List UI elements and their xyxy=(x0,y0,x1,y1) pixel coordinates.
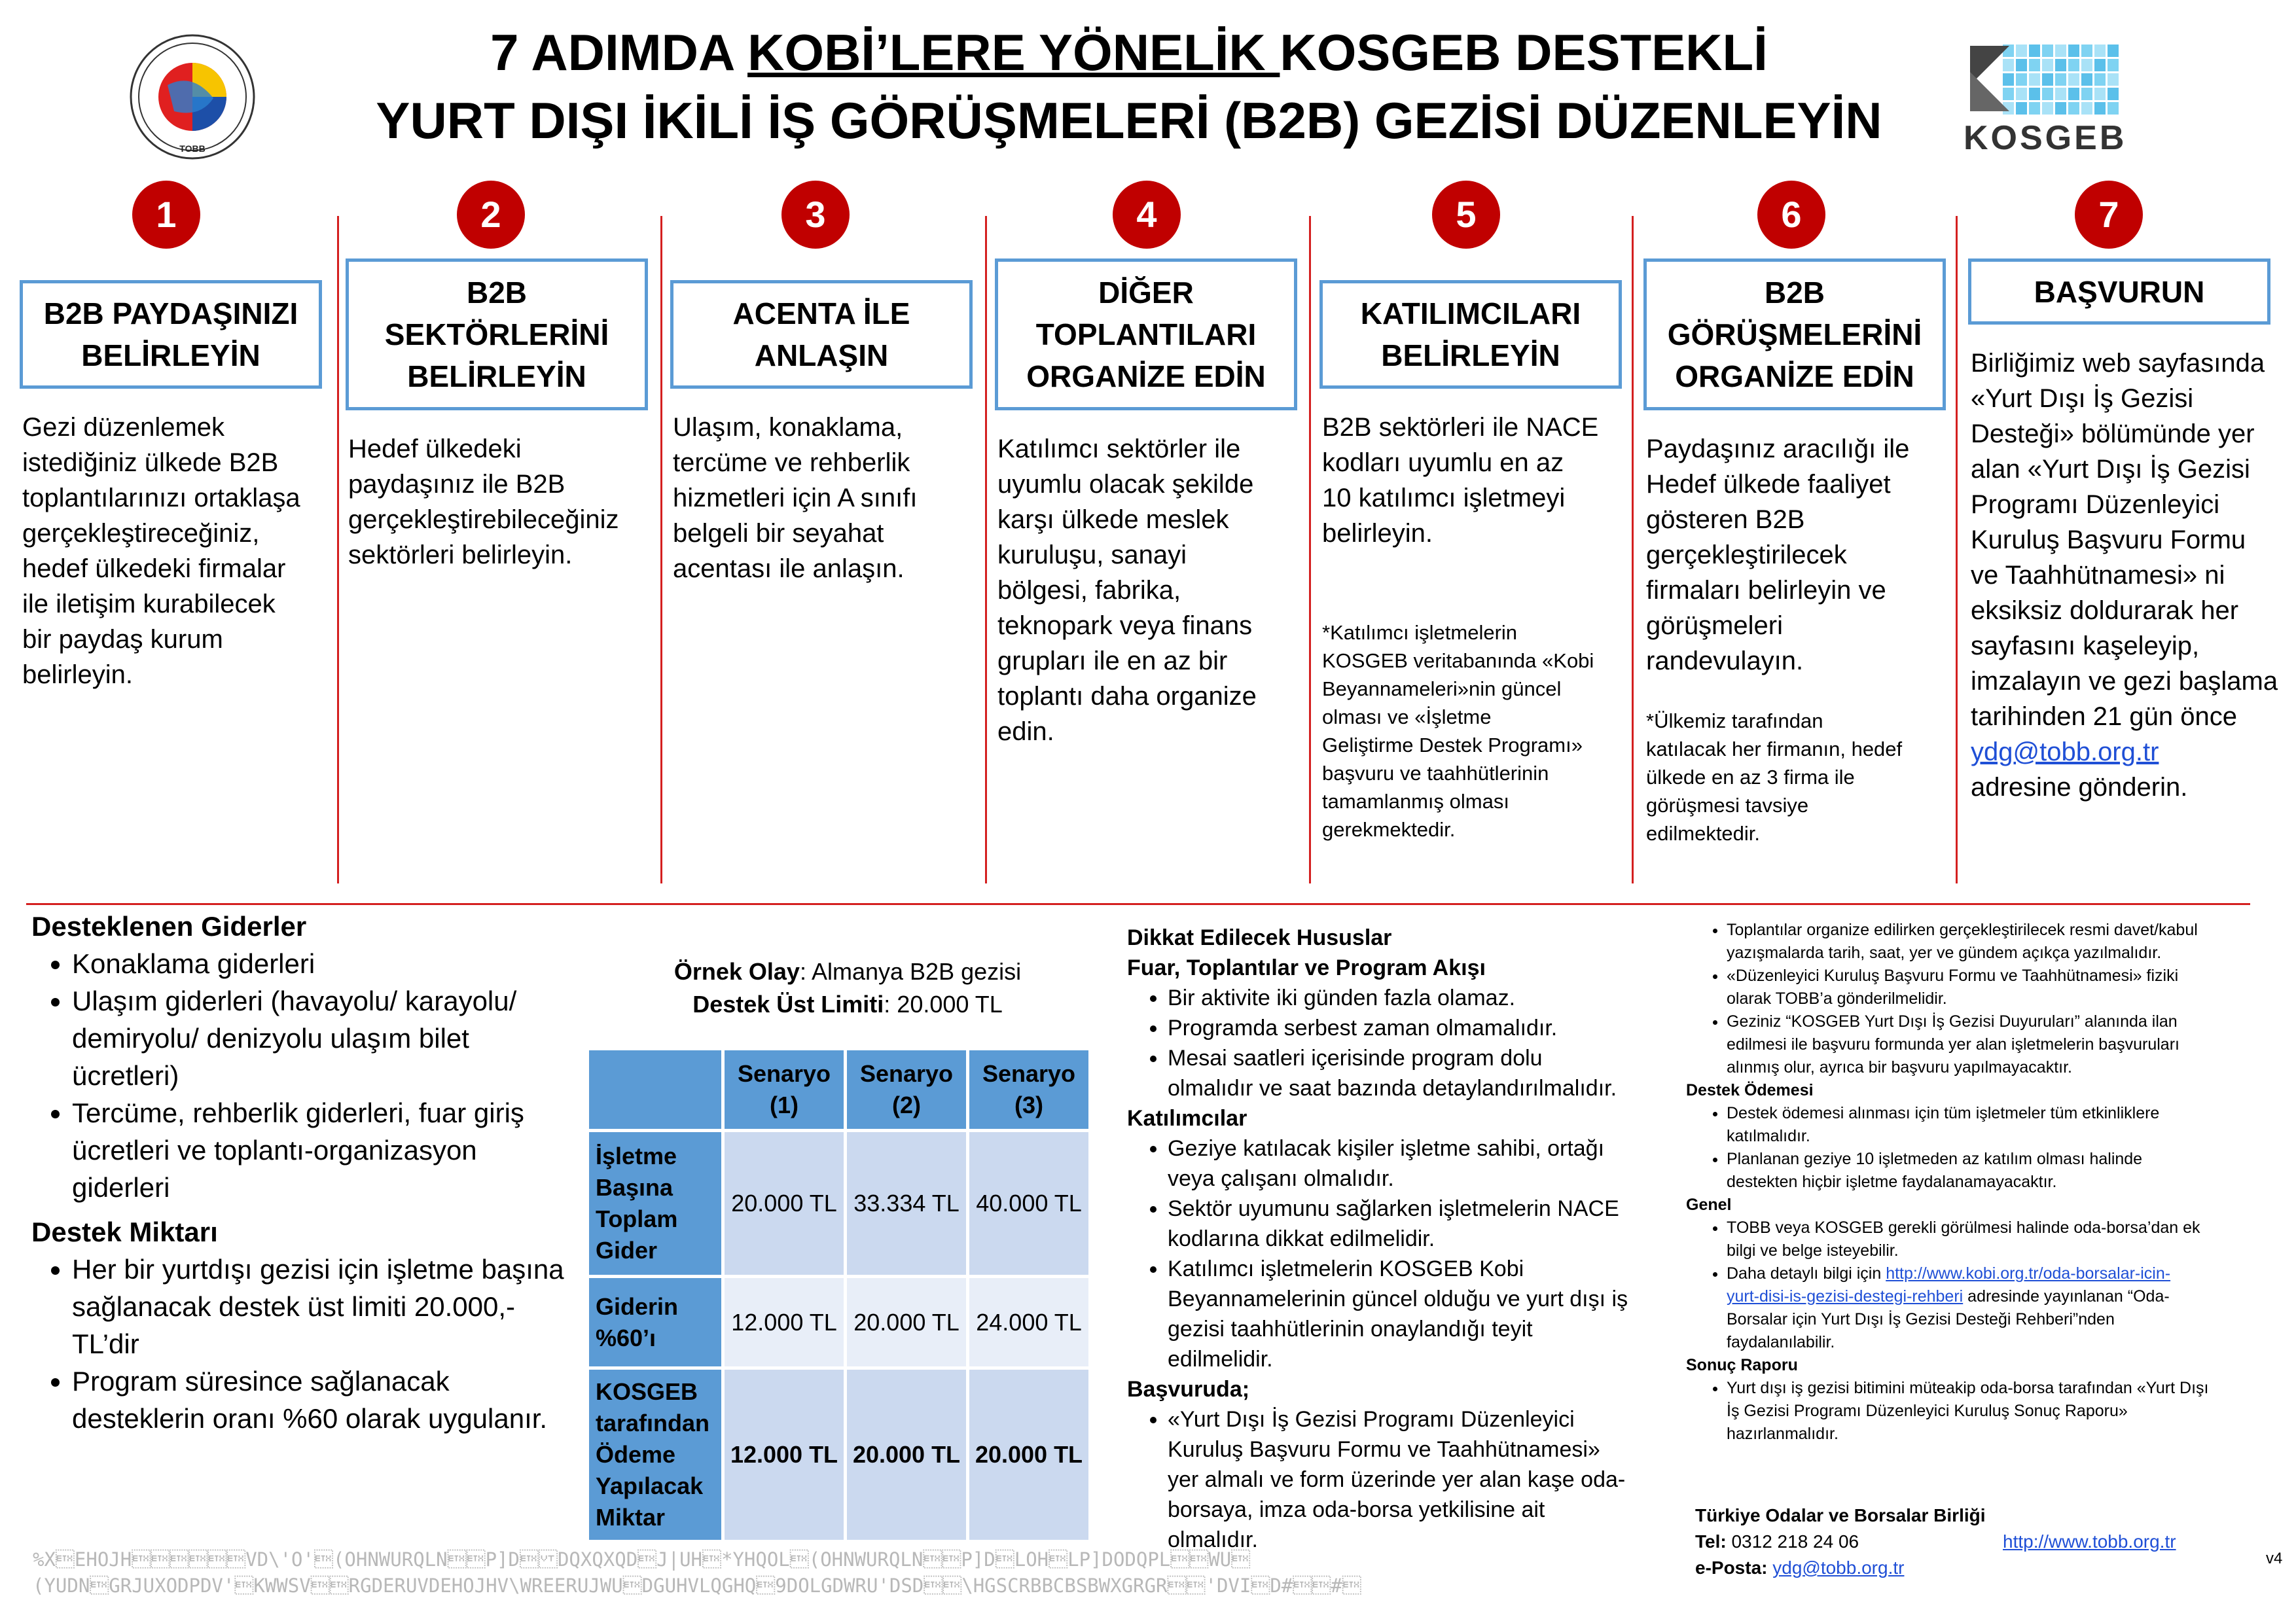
list-item: • Geziye katılacak kişiler işletme sahibi, ortağı veya çalışanı olmalıdır. xyxy=(1168,1133,1651,1194)
attention-list-application xyxy=(1127,1404,1651,1555)
step-number-1: 1 xyxy=(132,181,200,249)
list-item: • Katılımcı işletmelerin KOSGEB Kobi Beyannamelerinin güncel olduğu ve yurt dışı iş gezisi taahhütlerinin onaylandığı teyit edilmelidir. xyxy=(1168,1254,1651,1374)
attention-list-program xyxy=(1127,983,1651,1103)
step-note: *Katılımcı işletmelerin KOSGEB veritabanında «Kobi Beyannameleri»nin güncel olması ve «İşletme Geliştirme Destek Programı» başvuru ve taahhütlerinin tamamlanmış olması gerekmektedir. xyxy=(1322,621,1594,841)
tobb-abbr: TOBB xyxy=(179,143,206,154)
table-cell: 12.000 TL xyxy=(725,1370,844,1540)
step-email-link[interactable]: ydg@tobb.org.tr xyxy=(1971,738,2159,766)
tobb-logo xyxy=(128,33,257,161)
step-description: Paydaşınız aracılığı ile Hedef ülkede faaliyet gösteren B2B gerçekleştirilecek firmaları belirleyin ve görüşmeleri randevulayın. xyxy=(1646,435,1910,675)
attention-title: Dikkat Edilecek Hususlar xyxy=(1127,925,1392,950)
step-title: ACENTA İLE ANLAŞIN xyxy=(732,296,910,372)
step-description: B2B sektörleri ile NACE kodları uyumlu en az 10 katılımcı işletmeyi belirleyin. xyxy=(1322,413,1599,548)
step-title-box xyxy=(1968,258,2270,325)
scenario-table xyxy=(586,1047,1092,1543)
list-item: • Planlanan geziye 10 işletmeden az katılım olması halinde destekten hiçbir işletme faydalanamayacaktır. xyxy=(1727,1148,2262,1194)
list-item: • Ulaşım giderleri (havayolu/ karayolu/ demiryolu/ denizyolu ulaşım bilet ücretleri) xyxy=(72,982,581,1094)
right-list-payment xyxy=(1686,1102,2262,1194)
list-item: • Yurt dışı iş gezisi bitimini müteakip oda-borsa tarafından «Yurt Dışı İş Gezisi Programı Düzenleyici Kuruluş Sonuç Raporu» hazırlanmalıdır. xyxy=(1727,1377,2262,1446)
step-title: BAŞVURUN xyxy=(2034,274,2205,309)
table-row xyxy=(589,1278,1088,1366)
step-title-box xyxy=(346,258,648,410)
version-label: v4 xyxy=(2266,1550,2283,1567)
list-item: • Geziniz “KOSGEB Yurt Dışı İş Gezisi Duyuruları” alanında ilan edilmesi ile başvuru formunda yer alan işletmelerin başvuruları alınmış olur, ayrıca bir başvuru yapılmayacaktır. xyxy=(1727,1010,2262,1079)
kosgeb-grid-icon xyxy=(1964,39,2121,118)
step-title: B2B PAYDAŞINIZI BELİRLEYİN xyxy=(43,296,298,372)
footer-contact: Türkiye Odalar ve Borsalar Birliği Tel: 0312 218 24 06 http://www.tobb.org.tr e-Posta: ydg@tobb.org.tr xyxy=(1695,1503,2258,1581)
tobb-seal-icon xyxy=(128,33,257,161)
table-row xyxy=(589,1132,1088,1275)
step-title: KATILIMCILARI BELİRLEYİN xyxy=(1360,296,1581,372)
list-item: • Mesai saatleri içerisinde program dolu olmalıdır ve saat bazında detaylandırılmalıdır. xyxy=(1168,1043,1651,1103)
step-number-6: 6 xyxy=(1757,181,1825,249)
right-list-detail xyxy=(1686,1262,2262,1354)
step-title-box xyxy=(995,258,1297,410)
section-divider xyxy=(26,903,2250,905)
table-row-header: İşletme Başına Toplam Gider xyxy=(589,1132,721,1275)
step-note: *Ülkemiz tarafından katılacak her firmanın, hedef ülkede en az 3 firma ile görüşmesi tavsiye edilmektedir. xyxy=(1646,709,1903,845)
attention-list-participants xyxy=(1127,1133,1651,1374)
table-cell: 12.000 TL xyxy=(725,1278,844,1366)
list-item: • Her bir yurtdışı gezisi için işletme başına sağlanacak destek üst limiti 20.000,- TL’dir xyxy=(72,1251,581,1362)
list-item: • Bir aktivite iki günden fazla olamaz. xyxy=(1168,983,1651,1013)
list-item: • «Yurt Dışı İş Gezisi Programı Düzenleyici Kuruluş Başvuru Formu ve Taahhütnamesi» yer almalı ve form üzerinde yer alan kaşe oda- borsaya, imza oda-borsa yetkilisine ait olmalıdır. xyxy=(1168,1404,1651,1555)
table-cell: 20.000 TL xyxy=(847,1370,966,1540)
right-notes xyxy=(1686,919,2262,1446)
attention-sub-participants: Katılımcılar xyxy=(1127,1106,1247,1131)
list-item: • Konaklama giderleri xyxy=(72,945,581,982)
table-header-cell: Senaryo (3) xyxy=(969,1050,1088,1129)
list-item: • Toplantılar organize edilirken gerçekleştirilecek resmi davet/kabul yazışmalarda tarih, saat, yer ve gündem açıkça yazılmalıdır. xyxy=(1727,919,2262,965)
step-title: DİĞER TOPLANTILARI ORGANİZE EDİN xyxy=(1026,276,1266,393)
supported-title: Desteklenen Giderler xyxy=(31,911,307,942)
list-item: • Tercüme, rehberlik giderleri, fuar giriş ücretleri ve toplantı-organizasyon giderleri xyxy=(72,1094,581,1206)
signature-line-1: %XEHOJHVD\'O'(OHNWURQLNP]D DQXQXQDJ|UH*YHQOL(OHNWURQLNP]DLOHLP]DODQPLWU xyxy=(33,1548,1251,1571)
report-heading: Sonuç Raporu xyxy=(1686,1356,1798,1374)
table-cell: 33.334 TL xyxy=(847,1132,966,1275)
table-header-row xyxy=(589,1050,1088,1129)
list-item: • TOBB veya KOSGEB gerekli görülmesi halinde oda-borsa’dan ek bilgi ve belge isteyebilir. xyxy=(1727,1217,2262,1262)
general-heading: Genel xyxy=(1686,1196,1732,1214)
attention-section xyxy=(1127,923,1651,1555)
table-cell: 20.000 TL xyxy=(847,1278,966,1366)
step-description: Ulaşım, konaklama, tercüme ve rehberlik hizmetleri için A sınıfı belgeli bir seyahat acentası ile anlaşın. xyxy=(673,413,918,583)
right-list-general xyxy=(1686,919,2262,1079)
amount-title: Destek Miktarı xyxy=(31,1217,218,1247)
right-list-misc xyxy=(1686,1217,2262,1262)
example-caption: Örnek Olay: Almanya B2B gezisi Destek Üst Limiti: 20.000 TL xyxy=(673,958,1022,1018)
attention-sub-program: Fuar, Toplantılar ve Program Akışı xyxy=(1127,955,1486,980)
footer-tel: 0312 218 24 06 xyxy=(1726,1531,1859,1552)
column-divider xyxy=(660,216,662,883)
kobi-guide-link-cont[interactable]: yurt-disi-is-gezisi-destegi-rehberi xyxy=(1727,1287,1964,1306)
footer-email-link[interactable]: ydg@tobb.org.tr xyxy=(1772,1558,1905,1578)
step-title: B2B SEKTÖRLERİNİ BELİRLEYİN xyxy=(384,276,609,393)
tobb-website-link[interactable]: http://www.tobb.org.tr xyxy=(2003,1531,2176,1552)
kobi-guide-link[interactable]: http://www.kobi.org.tr/oda-borsalar-icin- xyxy=(1886,1264,2171,1283)
step-number-2: 2 xyxy=(457,181,525,249)
step-title: B2B GÖRÜŞMELERİNİ ORGANİZE EDİN xyxy=(1667,276,1922,393)
page-title: 7 ADIMDA KOBİ’LERE YÖNELİK KOSGEB DESTEKLİ YURT DIŞI İKİLİ İŞ GÖRÜŞMELERİ (B2B) GEZİSİ DÜZENLEYİN xyxy=(376,24,1882,149)
step-number-7: 7 xyxy=(2075,181,2143,249)
scenario-table-wrap xyxy=(586,1047,1092,1543)
step-number-5: 5 xyxy=(1432,181,1500,249)
payment-heading: Destek Ödemesi xyxy=(1686,1081,1814,1099)
table-cell: 20.000 TL xyxy=(725,1132,844,1275)
supported-list xyxy=(31,945,581,1206)
table-cell: 40.000 TL xyxy=(969,1132,1088,1275)
step-title-box xyxy=(1319,280,1622,389)
attention-sub-application: Başvuruda; xyxy=(1127,1377,1250,1402)
step-number-4: 4 xyxy=(1113,181,1181,249)
list-item: • Program süresince sağlanacak desteklerin oranı %60 olarak uygulanır. xyxy=(72,1362,581,1437)
list-item: • «Düzenleyici Kuruluş Başvuru Formu ve Taahhütnamesi» fiziki olarak TOBB’a gönderilmelidir. xyxy=(1727,965,2262,1010)
table-cell: 20.000 TL xyxy=(969,1370,1088,1540)
step-title-box xyxy=(20,280,322,389)
column-divider xyxy=(1309,216,1311,883)
kosgeb-wordmark: KOSGEB xyxy=(1964,119,2127,157)
supported-expenses xyxy=(31,908,581,1437)
column-divider xyxy=(1956,216,1958,883)
list-item: • Programda serbest zaman olmamalıdır. xyxy=(1168,1013,1651,1043)
list-item: • Destek ödemesi alınması için tüm işletmeler tüm etkinliklere katılmalıdır. xyxy=(1727,1102,2262,1148)
table-cell: 24.000 TL xyxy=(969,1278,1088,1366)
table-row xyxy=(589,1370,1088,1540)
column-divider xyxy=(985,216,987,883)
list-item: • Daha detaylı bilgi için http://www.kobi.org.tr/oda-borsalar-icin- yurt-disi-is-gezisi-destegi-rehberi adresinde yayınlanan “Oda- Borsalar için Yurt Dışı İş Gezisi Desteği Rehberi”nden faydalanılabilir. xyxy=(1727,1262,2262,1354)
column-divider xyxy=(1632,216,1634,883)
table-header-cell: Senaryo (2) xyxy=(847,1050,966,1129)
column-divider xyxy=(337,216,339,883)
step-number-3: 3 xyxy=(781,181,850,249)
step-description: Gezi düzenlemek istediğiniz ülkede B2B toplantılarınızı ortaklaşa gerçekleştireceğiniz, hedef ülkedeki firmalar ile iletişim kurabilecek bir paydaş kurum belirleyin. xyxy=(22,413,300,689)
step-description: Birliğimiz web sayfasında «Yurt Dışı İş Gezisi Desteği» bölümünde yer alan «Yurt Dışı İş Gezisi Programı Düzenleyici Kuruluş Başvuru Formu ve Taahhütnamesi» ni eksiksiz doldurarak her sayfasını kaşeleyip, imzalayın ve gezi başlama tarihinden 21 gün önce ydg@tobb.org.tr adresine gönderin. xyxy=(1971,349,2278,802)
table-corner xyxy=(589,1050,721,1129)
step-title-box xyxy=(670,280,973,389)
kosgeb-logo xyxy=(1964,39,2127,157)
step-title-box xyxy=(1643,258,1946,410)
right-list-report xyxy=(1686,1377,2262,1446)
signature-line-2: (YUDNGRJUXODPDV'KWWSVRGDERUVDEHOJHV\WREERUJWUDGUHVLQGHQ9DOLGDWRU'DSD\HGSCRBBCBSBWXGRGR'DVID## xyxy=(33,1575,1361,1597)
table-row-header: Giderin %60’ı xyxy=(589,1278,721,1366)
table-header-cell: Senaryo (1) xyxy=(725,1050,844,1129)
step-description: Katılımcı sektörler ile uyumlu olacak şekilde karşı ülkede meslek kuruluşu, sanayi bölgesi, fabrika, teknopark veya finans grupları ile en az bir toplantı daha organize edin. xyxy=(997,435,1257,746)
footer-org: Türkiye Odalar ve Borsalar Birliği xyxy=(1695,1505,1986,1525)
amount-list xyxy=(31,1251,581,1437)
table-row-header: KOSGEB tarafından Ödeme Yapılacak Miktar xyxy=(589,1370,721,1540)
step-description: Hedef ülkedeki paydaşınız ile B2B gerçekleştirebileceğiniz sektörleri belirleyin. xyxy=(348,435,619,569)
list-item: • Sektör uyumunu sağlarken işletmelerin NACE kodlarına dikkat edilmelidir. xyxy=(1168,1194,1651,1254)
